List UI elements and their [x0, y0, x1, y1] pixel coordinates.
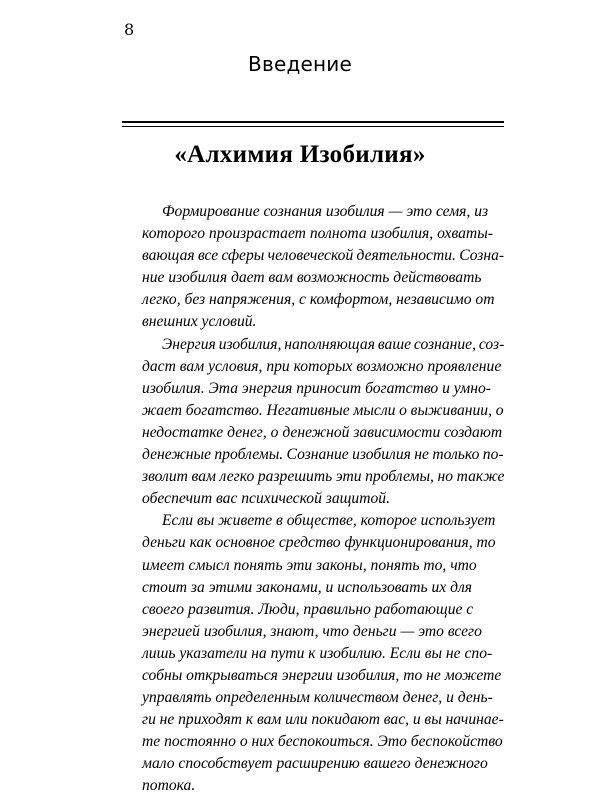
text-line: зволит вам легко разрешить эти проблемы, но также — [142, 468, 505, 486]
text-line: ние изобилия дает вам возможность действовать — [142, 269, 482, 287]
text-line: Энергия изобилия, наполняющая ваше сознание, соз- — [162, 335, 505, 353]
header-rule-thin — [122, 126, 504, 127]
text-line: Если вы живете в обществе, которое использует — [162, 512, 496, 530]
text-line: собны открываться энергии изобилия, то не можете — [142, 666, 502, 684]
text-line: ги не приходят к вам или покидают вас, и вы начинае- — [142, 711, 504, 729]
text-line: недостатке денег, о денежной зависимости создают — [142, 423, 503, 441]
text-line: вающая все сферы человеческой деятельности. Созна- — [142, 247, 505, 265]
text-line: даст вам условия, при которых возможно проявление — [142, 357, 502, 375]
text-line: которого произрастает полнота изобилия, охваты- — [142, 225, 493, 243]
header-rule-thick — [122, 121, 504, 123]
text-line: легко, без напряжения, с комфортом, независимо от — [142, 291, 495, 309]
text-line: своего развития. Люди, правильно работающие с — [142, 600, 474, 618]
text-line: жает богатство. Негативные мысли о выживании, о — [142, 401, 504, 419]
chapter-title: «Алхимия Изобилия» — [174, 141, 426, 168]
text-line: изобилия. Эта энергия приносит богатство и умно- — [142, 379, 491, 397]
text-line: потока. — [142, 777, 196, 795]
text-line: имеет смысл понять эти законы, понять то, что — [142, 556, 477, 574]
text-line: обеспечит вас психической защитой. — [142, 490, 390, 508]
running-head: Введение — [248, 52, 352, 76]
text-line: денежные проблемы. Сознание изобилия не только по- — [142, 446, 504, 464]
text-line: энергией изобилия, знают, что деньги — это всего — [142, 622, 482, 640]
paragraph — [122, 334, 504, 511]
text-line: те постоянно о них беспокоиться. Это беспокойство — [142, 733, 503, 751]
paragraph — [122, 510, 504, 797]
text-line: стоит за этими законами, и использовать их для — [142, 578, 473, 596]
text-line: Формирование сознания изобилия — это семя, из — [162, 203, 489, 220]
text-line: лишь указатели на пути к изобилию. Если вы не спо- — [142, 644, 493, 662]
body-text — [122, 201, 504, 798]
text-line: управлять определенным количеством денег, и день- — [142, 689, 493, 707]
page-number: 8 — [124, 20, 135, 39]
text-line: мало способствует расширению вашего денежного — [142, 755, 488, 773]
text-line: внешних условий. — [142, 313, 257, 331]
text-line: деньги как основное средство функционирования, то — [142, 534, 496, 552]
paragraph — [122, 201, 504, 334]
